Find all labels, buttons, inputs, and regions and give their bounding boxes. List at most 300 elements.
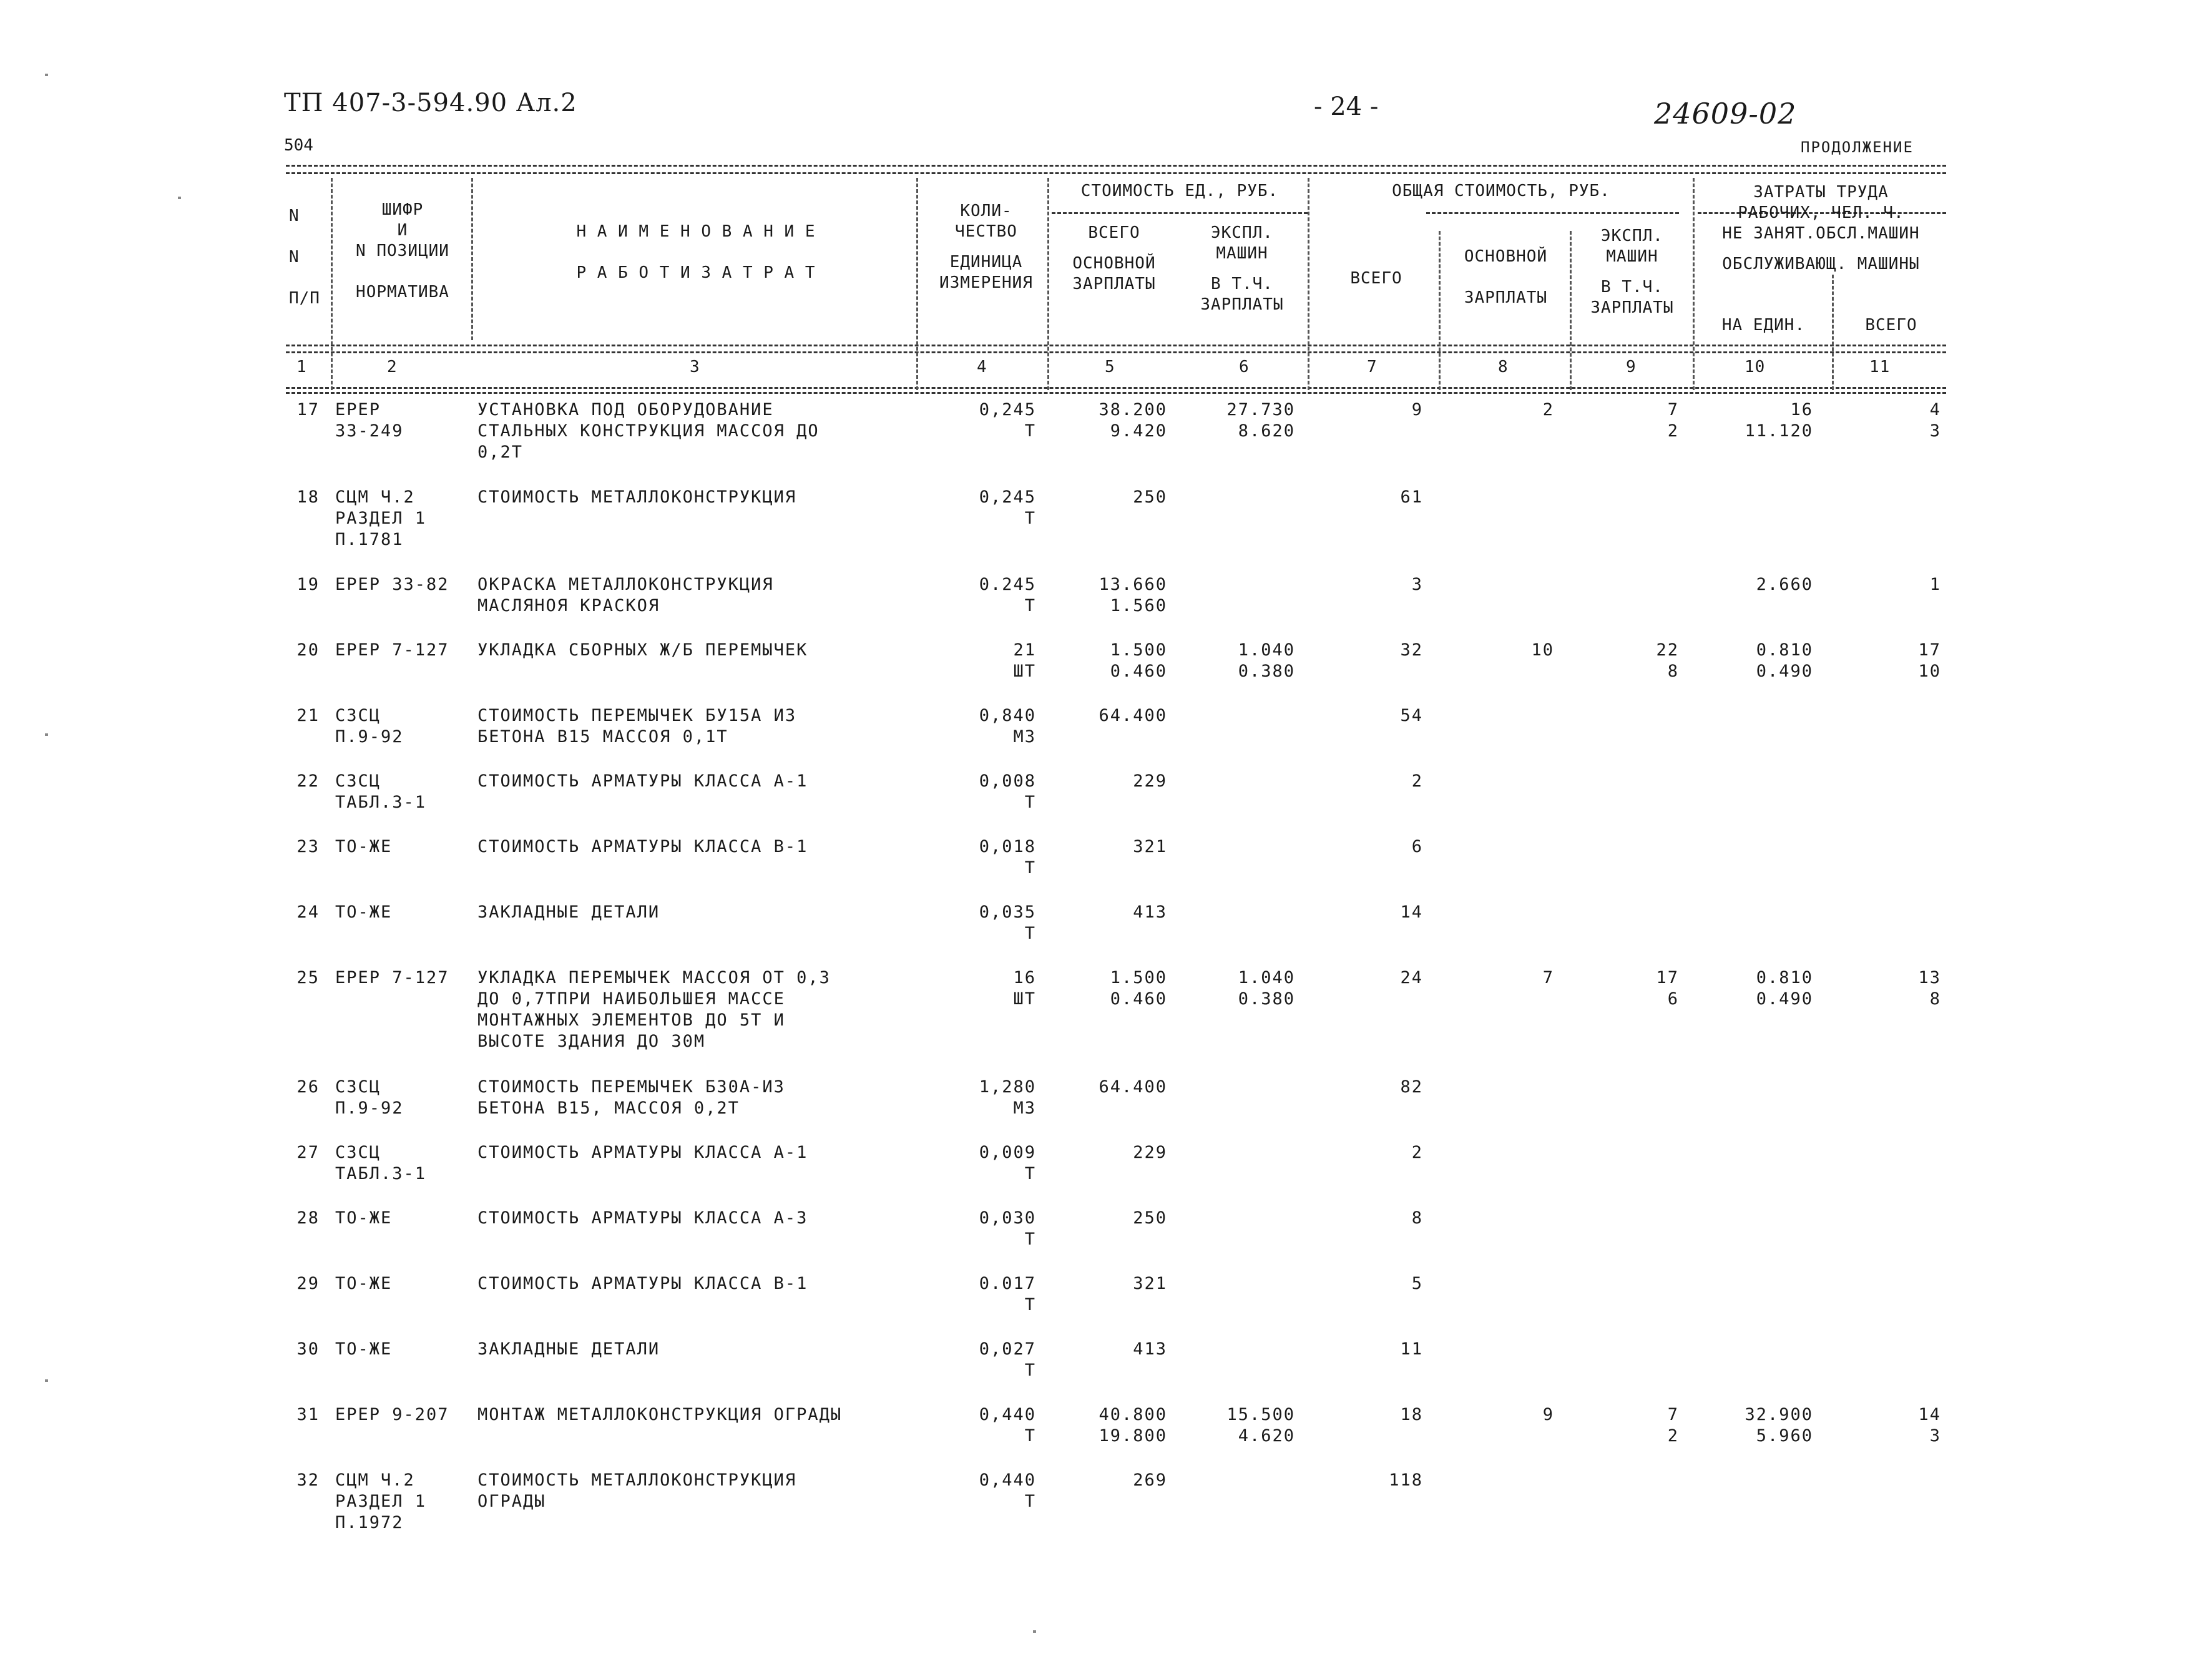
cell-code [335,902,472,923]
cell-line: 1.040 [1238,968,1295,987]
cell-line: ЕРЕР 7-127 [335,640,449,660]
cell-qty [924,1077,1036,1119]
cell-line: Т [1024,1230,1036,1249]
cell-c5 [1055,967,1167,1010]
cell-line: М3 [1013,1099,1036,1118]
cell-c9 [1560,399,1679,442]
cell-n [287,1339,320,1360]
cell-name [477,1273,914,1294]
header-separator [1439,231,1441,390]
cell-line: 3 [1929,1426,1941,1446]
cell-c5 [1055,1077,1167,1098]
cell-c5 [1055,1470,1167,1491]
column-number: 1 [296,358,307,376]
cell-line: 11 [1400,1339,1423,1359]
cell-line: ЕРЕР 9-207 [335,1405,449,1424]
cell-code [335,836,472,858]
cell-name [477,1404,914,1426]
cell-line: 1.040 [1238,640,1295,660]
scan-speck [1033,1630,1036,1633]
cell-c7 [1311,574,1423,595]
cell-c7 [1311,640,1423,661]
cell-line: 17 [1656,968,1679,987]
cell-c11 [1829,399,1941,442]
cell-code [335,1470,472,1534]
cell-line: МОНТАЖ МЕТАЛЛОКОНСТРУКЦИЯ ОГРАДЫ [477,1405,843,1424]
cell-qty [924,705,1036,748]
cell-qty [924,967,1036,1010]
cell-line: 14 [1400,903,1423,922]
cell-line: 19.800 [1099,1426,1167,1446]
scan-speck [45,74,48,76]
cell-line: 0,440 [979,1471,1036,1490]
cell-line: ТО-ЖЕ [335,837,393,856]
cell-line: 6 [1667,989,1679,1009]
cell-qty [924,836,1036,879]
cell-line: СТОИМОСТЬ МЕТАЛЛОКОНСТРУКЦИЯ [477,487,797,507]
cell-line: 8 [1929,989,1941,1009]
cell-c11 [1829,574,1941,595]
cell-line: 26 [296,1077,320,1097]
cell-line: 4 [1929,400,1941,419]
cell-code [335,1142,472,1185]
cell-line: СЦМ Ч.2 [335,487,415,507]
col10-header: НА ЕДИН. [1721,316,1806,335]
cell-line: ДО 0,7ТПРИ НАИБОЛЬШЕЯ МАССЕ [477,989,785,1009]
cell-line: 22 [1656,640,1679,660]
cell-line: 2 [1542,400,1554,419]
cell-line: М3 [1013,727,1036,746]
cell-c5 [1055,1142,1167,1163]
cell-line: 0,245 [979,487,1036,507]
cell-line: Т [1024,421,1036,441]
cell-c7 [1311,836,1423,858]
cell-line: 0,027 [979,1339,1036,1359]
col8-header: ОСНОВНОЙ ЗАРПЛАТЫ [1464,247,1548,307]
cell-line: 0.380 [1238,989,1295,1009]
cell-code [335,574,472,595]
col5-header: ВСЕГО ОСНОВНОЙ ЗАРПЛАТЫ [1072,223,1156,293]
cell-line: 2 [1411,1143,1423,1162]
cell-line: 24 [296,903,320,922]
cell-line: 10 [1531,640,1554,660]
sheet-number: 504 [284,136,313,155]
cell-c5 [1055,1404,1167,1447]
header-separator [916,178,918,390]
cell-line: СЗСЦ [335,1077,381,1097]
cell-line: СТАЛЬНЫХ КОНСТРУКЦИЯ МАССОЯ ДО [477,421,820,441]
cell-c7 [1311,1404,1423,1426]
header-separator [1832,275,1834,390]
cell-line: 118 [1389,1471,1423,1490]
cell-n [287,1404,320,1426]
cell-c10 [1695,399,1813,442]
column-number: 5 [1105,358,1115,376]
cell-c7 [1311,902,1423,923]
cell-line: 22 [296,771,320,791]
cell-name [477,1077,914,1119]
cell-line: 9 [1411,400,1423,419]
cell-c5 [1055,1339,1167,1360]
cell-line: 2 [1667,1426,1679,1446]
cell-qty [924,1142,1036,1185]
cell-line: 32.900 [1745,1405,1813,1424]
continuation-label: ПРОДОЛЖЕНИЕ [1801,139,1914,156]
cell-line: 2.660 [1756,575,1813,594]
cell-line: 3 [1411,575,1423,594]
cell-line: 250 [1133,1208,1167,1228]
cell-line: РАЗДЕЛ 1 [335,509,427,528]
cell-line: 321 [1133,837,1167,856]
cell-line: Т [1024,1164,1036,1183]
cell-line: ШТ [1013,662,1036,681]
cell-name [477,771,914,792]
cell-line: 32 [296,1471,320,1490]
cell-line: 32 [1400,640,1423,660]
header-bottom-rule [286,345,1946,346]
cell-line: 0.245 [979,575,1036,594]
cell-line: 0.490 [1756,662,1813,681]
cell-c6 [1180,1404,1295,1447]
cell-line: 0.810 [1756,640,1813,660]
cell-line: 0,840 [979,706,1036,725]
cell-line: 1.500 [1110,968,1167,987]
cell-line: 413 [1133,1339,1167,1359]
column-number: 7 [1367,358,1378,376]
cell-c5 [1055,771,1167,792]
column-numbers-rule-2 [286,392,1946,394]
cell-c6 [1180,640,1295,682]
cell-c7 [1311,967,1423,989]
cell-c7 [1311,1339,1423,1360]
cell-c11 [1829,967,1941,1010]
cell-c7 [1311,1077,1423,1098]
col1-header: N N П/П [289,207,320,308]
col4-header: КОЛИ- ЧЕСТВО ЕДИНИЦА ИЗМЕРЕНИЯ [939,202,1033,292]
cell-name [477,967,914,1052]
cell-n [287,1077,320,1098]
cell-n [287,902,320,923]
cell-line: 27 [296,1143,320,1162]
cell-line: ОГРАДЫ [477,1492,546,1511]
cell-line: 10 [1918,662,1941,681]
col3-header: Н А И М Е Н О В А Н И Е Р А Б О Т И З А Т Р А Т [576,222,816,282]
cell-line: 16 [1790,400,1813,419]
cell-c5 [1055,836,1167,858]
cell-n [287,1208,320,1229]
cell-n [287,705,320,727]
cell-line: 0,2Т [477,443,524,462]
cell-line: 82 [1400,1077,1423,1097]
cell-line: 6 [1411,837,1423,856]
cell-qty [924,574,1036,617]
labor-header: ЗАТРАТЫ ТРУДА РАБОЧИХ, ЧЕЛ.-Ч. НЕ ЗАНЯТ.ОБСЛ.МАШИН ОБСЛУЖИВАЮЩ. МАШИНЫ [1722,183,1920,273]
cell-name [477,487,914,508]
cell-line: 2 [1411,771,1423,791]
cell-qty [924,1470,1036,1512]
cell-code [335,771,472,813]
cell-c7 [1311,705,1423,727]
cell-line: СТОИМОСТЬ АРМАТУРЫ КЛАССА А-1 [477,1143,808,1162]
cell-line: СЗСЦ [335,706,381,725]
cell-qty [924,1404,1036,1447]
cell-line: 16 [1013,968,1036,987]
cell-line: УСТАНОВКА ПОД ОБОРУДОВАНИЕ [477,400,774,419]
cell-line: П.1972 [335,1513,404,1532]
cell-c7 [1311,1273,1423,1294]
cell-c11 [1829,1404,1941,1447]
col7-header: ВСЕГО [1350,269,1402,288]
cell-line: 19 [296,575,320,594]
cell-line: 0,440 [979,1405,1036,1424]
cell-line: П.9-92 [335,1099,404,1118]
cell-line: 1.560 [1110,596,1167,615]
cell-line: 27.730 [1226,400,1295,419]
cell-c5 [1055,640,1167,682]
cell-name [477,705,914,748]
cell-line: 1.500 [1110,640,1167,660]
cell-line: 24 [1400,968,1423,987]
cell-line: 7 [1542,968,1554,987]
cell-line: 8 [1411,1208,1423,1228]
cell-line: СЦМ Ч.2 [335,1471,415,1490]
cell-n [287,1470,320,1491]
header-bottom-rule-2 [286,351,1946,353]
cell-line: 30 [296,1339,320,1359]
column-numbers-rule [286,387,1946,389]
cell-line: 33-249 [335,421,404,441]
table-top-rule [286,165,1946,167]
cell-line: 0.460 [1110,662,1167,681]
header-separator [1308,178,1309,390]
cell-n [287,836,320,858]
cell-line: СТОИМОСТЬ АРМАТУРЫ КЛАССА В-1 [477,1274,808,1293]
cell-line: СТОИМОСТЬ АРМАТУРЫ КЛАССА В-1 [477,837,808,856]
cell-n [287,771,320,792]
cell-line: П.1781 [335,530,404,549]
cell-n [287,487,320,508]
cell-line: Т [1024,924,1036,943]
cell-c5 [1055,705,1167,727]
cell-n [287,574,320,595]
cell-c6 [1180,399,1295,442]
cell-line: 54 [1400,706,1423,725]
cell-line: Т [1024,1295,1036,1314]
cell-line: 17 [296,400,320,419]
header-separator [471,178,473,340]
cell-line: 0,018 [979,837,1036,856]
cell-line: СТОИМОСТЬ МЕТАЛЛОКОНСТРУКЦИЯ [477,1471,797,1490]
cell-line: 21 [1013,640,1036,660]
cell-line: 64.400 [1099,706,1167,725]
cell-line: 23 [296,837,320,856]
cell-line: 9.420 [1110,421,1167,441]
cell-line: ЗАКЛАДНЫЕ ДЕТАЛИ [477,1339,660,1359]
cell-line: МОНТАЖНЫХ ЭЛЕМЕНТОВ ДО 5Т И [477,1011,785,1030]
cell-qty [924,771,1036,813]
cell-line: 0.017 [979,1274,1036,1293]
cell-code [335,967,472,989]
header-separator [1570,231,1572,390]
cell-line: ОКРАСКА МЕТАЛЛОКОНСТРУКЦИЯ [477,575,774,594]
cell-line: СТОИМОСТЬ ПЕРЕМЫЧЕК БЗ0А-ИЗ [477,1077,785,1097]
cell-line: 0,008 [979,771,1036,791]
cell-n [287,967,320,989]
total-cost-header: ОБЩАЯ СТОИМОСТЬ, РУБ. [1392,182,1610,200]
cell-line: 40.800 [1099,1405,1167,1424]
cell-line: 269 [1133,1471,1167,1490]
cell-qty [924,487,1036,529]
col2-header: ШИФР И N ПОЗИЦИИ НОРМАТИВА [356,200,449,301]
cell-line: 18 [1400,1405,1423,1424]
col11-header: ВСЕГО [1865,316,1917,335]
cell-line: ЕРЕР 7-127 [335,968,449,987]
cell-line: ВЫСОТЕ ЗДАНИЯ ДО 30М [477,1032,706,1051]
cell-name [477,1339,914,1360]
cell-c7 [1311,1208,1423,1229]
column-number: 2 [387,358,398,376]
cell-line: Т [1024,509,1036,528]
cell-line: 0.460 [1110,989,1167,1009]
cell-c8 [1436,1404,1554,1426]
cell-line: СТОИМОСТЬ АРМАТУРЫ КЛАССА А-3 [477,1208,808,1228]
cell-line: 29 [296,1274,320,1293]
header-separator [331,178,333,390]
cell-line: Т [1024,1361,1036,1380]
cell-line: 0,245 [979,400,1036,419]
cell-code [335,1339,472,1360]
cell-n [287,1273,320,1294]
cell-c8 [1436,399,1554,421]
cell-line: УКЛАДКА СБОРНЫХ Ж/Б ПЕРЕМЫЧЕК [477,640,808,660]
cell-line: ТО-ЖЕ [335,1339,393,1359]
page-marker: - 24 - [1314,92,1379,121]
cell-code [335,487,472,551]
cell-line: 11.120 [1745,421,1813,441]
col9-header: ЭКСПЛ. МАШИН В Т.Ч. ЗАРПЛАТЫ [1590,227,1674,317]
cell-qty [924,1208,1036,1250]
cell-line: 4.620 [1238,1426,1295,1446]
cell-c7 [1311,1142,1423,1163]
cell-qty [924,1273,1036,1316]
cell-name [477,1208,914,1229]
cell-qty [924,902,1036,944]
cell-code [335,1404,472,1426]
cell-line: 0.810 [1756,968,1813,987]
cell-line: 8 [1667,662,1679,681]
cell-line: ЕРЕР 33-82 [335,575,449,594]
cell-line: 17 [1918,640,1941,660]
cell-c5 [1055,399,1167,442]
cell-line: 28 [296,1208,320,1228]
cell-line: 13.660 [1099,575,1167,594]
cell-line: 25 [296,968,320,987]
cell-c5 [1055,574,1167,617]
cell-line: ТАБЛ.3-1 [335,793,427,812]
cell-name [477,574,914,617]
cell-c7 [1311,487,1423,508]
inventory-number: 24609-02 [1654,97,1797,130]
cell-line: МАСЛЯНОЯ КРАСКОЯ [477,596,660,615]
cell-line: УКЛАДКА ПЕРЕМЫЧЕК МАССОЯ ОТ 0,3 [477,968,831,987]
cell-line: 14 [1918,1405,1941,1424]
cell-line: ТО-ЖЕ [335,1274,393,1293]
cell-c9 [1560,967,1679,1010]
cell-name [477,836,914,858]
cell-line: ЗАКЛАДНЫЕ ДЕТАЛИ [477,903,660,922]
table-top-rule-2 [286,172,1946,174]
cell-code [335,1273,472,1294]
cell-line: 413 [1133,903,1167,922]
cell-line: 5 [1411,1274,1423,1293]
cell-c9 [1560,640,1679,682]
cell-c10 [1695,1404,1813,1447]
scan-speck [178,197,181,199]
cell-qty [924,399,1036,442]
cell-line: 0,009 [979,1143,1036,1162]
cell-line: СЗСЦ [335,1143,381,1162]
cell-line: ТАБЛ.3-1 [335,1164,427,1183]
cell-c11 [1829,640,1941,682]
cell-name [477,399,914,463]
document-code: ТП 407-3-594.90 Ал.2 [284,89,577,117]
cell-line: 0,030 [979,1208,1036,1228]
cell-c8 [1436,967,1554,989]
cell-line: СТОИМОСТЬ ПЕРЕМЫЧЕК БУ15А ИЗ [477,706,797,725]
cell-line: Т [1024,858,1036,878]
cell-name [477,640,914,661]
cell-n [287,640,320,661]
column-number: 10 [1745,358,1766,376]
cell-line: 38.200 [1099,400,1167,419]
cell-line: 13 [1918,968,1941,987]
column-number: 3 [690,358,700,376]
column-number: 4 [977,358,987,376]
cell-c5 [1055,1208,1167,1229]
column-number: 9 [1626,358,1637,376]
scan-speck [45,733,48,736]
cell-line: РАЗДЕЛ 1 [335,1492,427,1511]
cell-c6 [1180,967,1295,1010]
cell-line: Т [1024,1492,1036,1511]
cell-qty [924,1339,1036,1381]
cell-name [477,1142,914,1163]
cell-line: 229 [1133,771,1167,791]
cell-line: 3 [1929,421,1941,441]
cell-line: 8.620 [1238,421,1295,441]
cell-name [477,1470,914,1512]
cell-code [335,640,472,661]
cell-line: 7 [1667,400,1679,419]
cell-line: 64.400 [1099,1077,1167,1097]
cell-code [335,1077,472,1119]
cell-c10 [1695,640,1813,682]
cell-c5 [1055,902,1167,923]
total-cost-subrule [1426,212,1679,214]
cell-line: 31 [296,1405,320,1424]
cell-n [287,1142,320,1163]
column-number: 6 [1239,358,1250,376]
col6-header: ЭКСПЛ. МАШИН В Т.Ч. ЗАРПЛАТЫ [1200,223,1284,314]
cell-line: Т [1024,793,1036,812]
cell-c10 [1695,967,1813,1010]
cell-line: 0,035 [979,903,1036,922]
cell-line: 7 [1667,1405,1679,1424]
cell-c7 [1311,399,1423,421]
cell-line: 0.490 [1756,989,1813,1009]
cell-line: 250 [1133,487,1167,507]
cell-line: 18 [296,487,320,507]
